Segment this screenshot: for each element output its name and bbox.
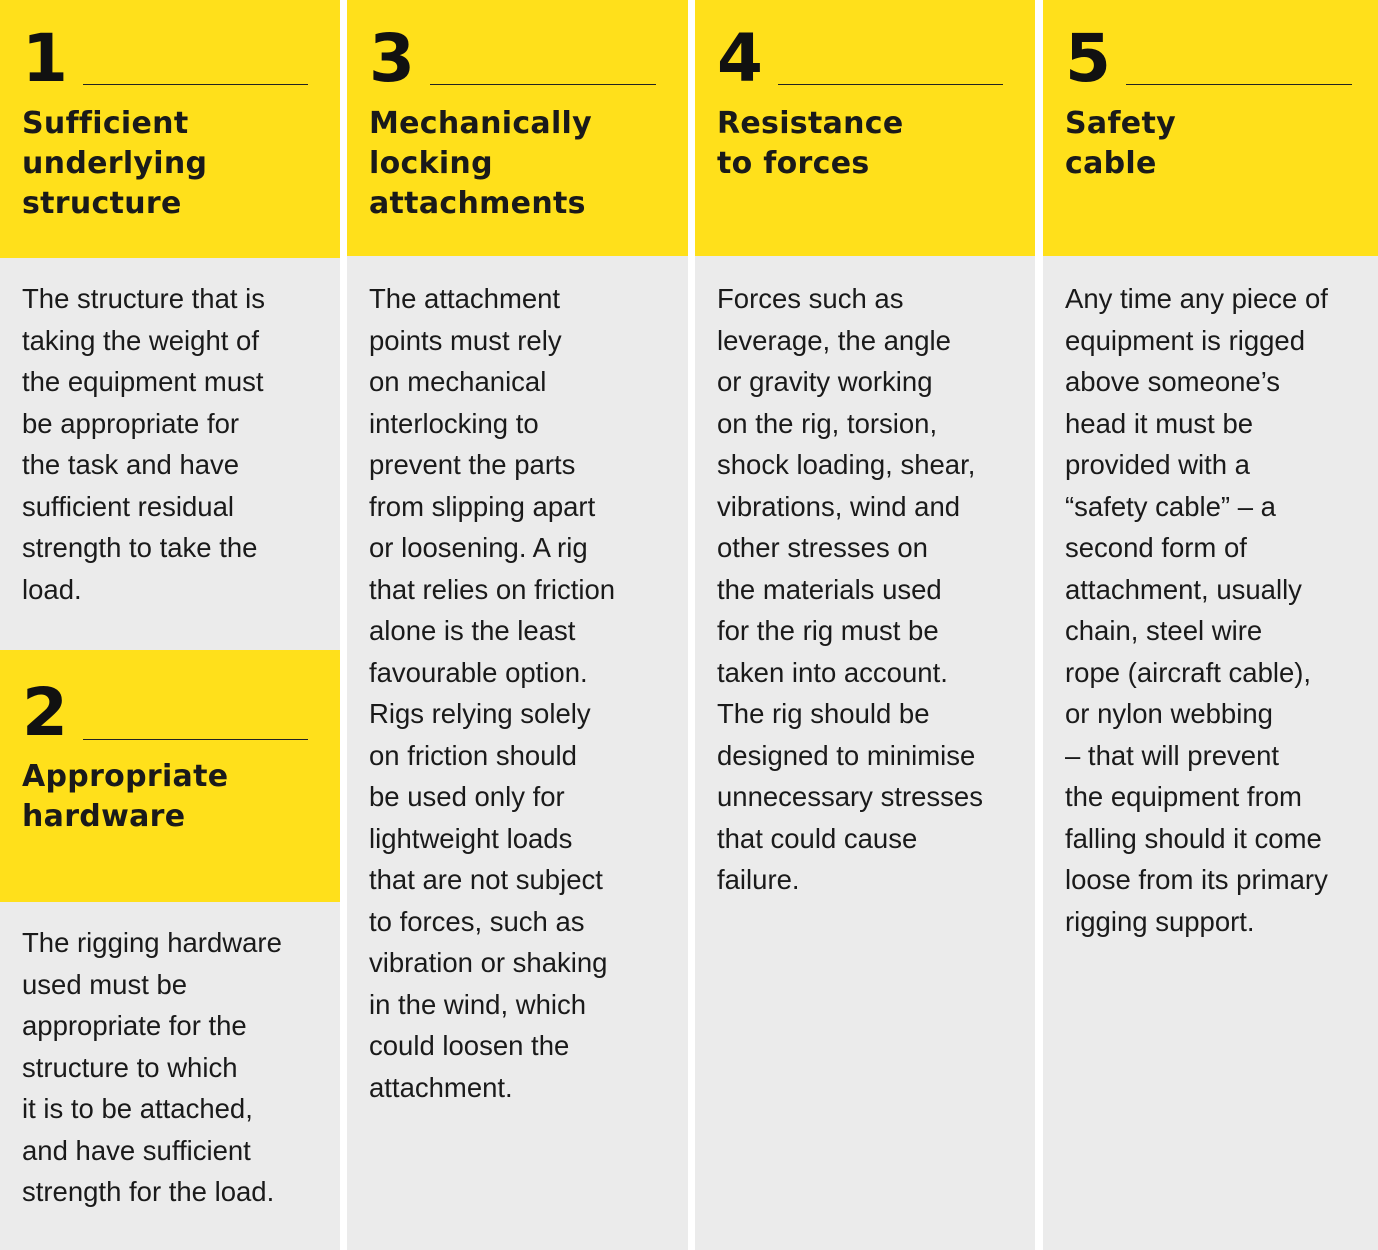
text-line: interlocking to bbox=[369, 407, 539, 439]
text-line: favourable option. bbox=[369, 656, 588, 688]
text-line: the equipment from bbox=[1065, 781, 1302, 812]
item-2-text bbox=[22, 922, 334, 1213]
item-4-rule bbox=[778, 84, 1003, 85]
item-1-title-line: Sufficient bbox=[22, 106, 189, 141]
item-4-number: 4 bbox=[717, 20, 763, 97]
text-line: provided with a bbox=[1065, 449, 1250, 480]
text-line: unnecessary stresses bbox=[717, 781, 983, 812]
text-line: vibration or shaking bbox=[369, 947, 608, 978]
column-1 bbox=[0, 0, 340, 1250]
text-line: or gravity working bbox=[717, 366, 933, 397]
item-4-title bbox=[717, 104, 1021, 184]
text-line: alone is the least bbox=[369, 615, 576, 646]
item-3-number: 3 bbox=[369, 20, 415, 97]
text-line: be used only for bbox=[369, 781, 565, 812]
text-line: vibrations, wind and bbox=[717, 490, 961, 522]
text-line: The rig should be bbox=[717, 698, 930, 729]
item-3-rule bbox=[430, 84, 656, 85]
item-4-title-line: to forces bbox=[717, 146, 870, 181]
text-line: The attachment bbox=[369, 283, 561, 314]
item-5-text bbox=[1065, 278, 1372, 942]
text-line: lightweight loads bbox=[369, 822, 573, 854]
text-line: other stresses on bbox=[717, 532, 928, 563]
text-line: rigging support. bbox=[1065, 905, 1255, 937]
column-3 bbox=[695, 0, 1035, 1250]
text-line: on mechanical bbox=[369, 366, 547, 397]
item-3-body bbox=[347, 256, 688, 1250]
text-line: The rigging hardware bbox=[22, 927, 282, 958]
item-2-body bbox=[0, 902, 340, 1250]
text-line: load. bbox=[22, 573, 82, 605]
item-3-title bbox=[369, 104, 674, 224]
text-line: Rigs relying solely bbox=[369, 698, 591, 729]
text-line: equipment is rigged bbox=[1065, 324, 1306, 356]
text-line: it is to be attached, bbox=[22, 1093, 253, 1124]
item-1-title-line: underlying bbox=[22, 146, 208, 181]
text-line: taking the weight of bbox=[22, 324, 259, 356]
text-line: the equipment must bbox=[22, 366, 264, 397]
text-line: leverage, the angle bbox=[717, 324, 951, 356]
item-5-rule bbox=[1126, 84, 1352, 85]
item-3-text bbox=[369, 278, 682, 1108]
text-line: from slipping apart bbox=[369, 490, 596, 522]
text-line: second form of bbox=[1065, 532, 1247, 563]
text-line: rope (aircraft cable), bbox=[1065, 656, 1312, 688]
item-2-header bbox=[0, 650, 340, 902]
item-2-rule bbox=[83, 739, 308, 740]
item-4-body bbox=[695, 256, 1035, 1250]
text-line: loose from its primary bbox=[1065, 864, 1328, 895]
text-line: that relies on friction bbox=[369, 573, 616, 605]
item-2-title-line: Appropriate bbox=[22, 759, 229, 794]
text-line: sufficient residual bbox=[22, 490, 234, 522]
item-1-body bbox=[0, 258, 340, 650]
text-line: falling should it come bbox=[1065, 822, 1322, 854]
text-line: that are not subject bbox=[369, 864, 603, 895]
text-line: Any time any piece of bbox=[1065, 283, 1328, 314]
text-line: above someone’s bbox=[1065, 366, 1281, 397]
text-line: for the rig must be bbox=[717, 615, 939, 646]
item-1-rule bbox=[83, 84, 308, 85]
item-2-number: 2 bbox=[22, 674, 68, 751]
item-5-header bbox=[1043, 0, 1378, 256]
text-line: appropriate for the bbox=[22, 1010, 247, 1041]
text-line: the materials used bbox=[717, 573, 942, 605]
text-line: could loosen the bbox=[369, 1030, 570, 1061]
item-1-title bbox=[22, 104, 326, 224]
item-5-number: 5 bbox=[1065, 20, 1111, 97]
text-line: head it must be bbox=[1065, 407, 1254, 439]
text-line: to forces, such as bbox=[369, 905, 585, 937]
item-3-title-line: locking bbox=[369, 146, 493, 181]
text-line: or loosening. A rig bbox=[369, 532, 588, 563]
item-5-title bbox=[1065, 104, 1364, 184]
text-line: Forces such as bbox=[717, 283, 904, 314]
text-line: strength to take the bbox=[22, 532, 258, 563]
text-line: that could cause bbox=[717, 822, 918, 854]
text-line: strength for the load. bbox=[22, 1176, 275, 1207]
item-1-header bbox=[0, 0, 340, 258]
text-line: on friction should bbox=[369, 739, 577, 771]
item-4-header bbox=[695, 0, 1035, 256]
item-5-title-line: cable bbox=[1065, 146, 1157, 181]
item-1-text bbox=[22, 278, 334, 610]
text-line: chain, steel wire bbox=[1065, 615, 1263, 646]
item-4-text bbox=[717, 278, 1029, 901]
text-line: structure to which bbox=[22, 1051, 238, 1083]
text-line: failure. bbox=[717, 864, 800, 895]
item-1-number: 1 bbox=[22, 20, 68, 97]
item-5-title-line: Safety bbox=[1065, 106, 1176, 141]
text-line: on the rig, torsion, bbox=[717, 407, 938, 439]
item-3-title-line: attachments bbox=[369, 186, 586, 221]
item-1-title-line: structure bbox=[22, 186, 182, 221]
text-line: “safety cable” – a bbox=[1065, 490, 1276, 522]
text-line: prevent the parts bbox=[369, 449, 576, 480]
text-line: shock loading, shear, bbox=[717, 449, 976, 480]
text-line: used must be bbox=[22, 968, 188, 1000]
text-line: taken into account. bbox=[717, 656, 948, 688]
text-line: and have sufficient bbox=[22, 1134, 251, 1166]
text-line: attachment. bbox=[369, 1071, 513, 1103]
text-line: the task and have bbox=[22, 449, 240, 480]
item-3-title-line: Mechanically bbox=[369, 106, 592, 141]
column-4 bbox=[1043, 0, 1378, 1250]
text-line: be appropriate for bbox=[22, 407, 240, 439]
text-line: or nylon webbing bbox=[1065, 698, 1273, 729]
column-2 bbox=[347, 0, 688, 1250]
item-5-body bbox=[1043, 256, 1378, 1250]
text-line: in the wind, which bbox=[369, 988, 587, 1020]
text-line: points must rely bbox=[369, 324, 562, 356]
text-line: The structure that is bbox=[22, 283, 266, 314]
item-3-header bbox=[347, 0, 688, 256]
item-2-title bbox=[22, 757, 326, 837]
text-line: designed to minimise bbox=[717, 739, 976, 771]
text-line: – that will prevent bbox=[1065, 739, 1279, 771]
item-2-title-line: hardware bbox=[22, 799, 186, 834]
item-4-title-line: Resistance bbox=[717, 106, 904, 141]
text-line: attachment, usually bbox=[1065, 573, 1302, 605]
